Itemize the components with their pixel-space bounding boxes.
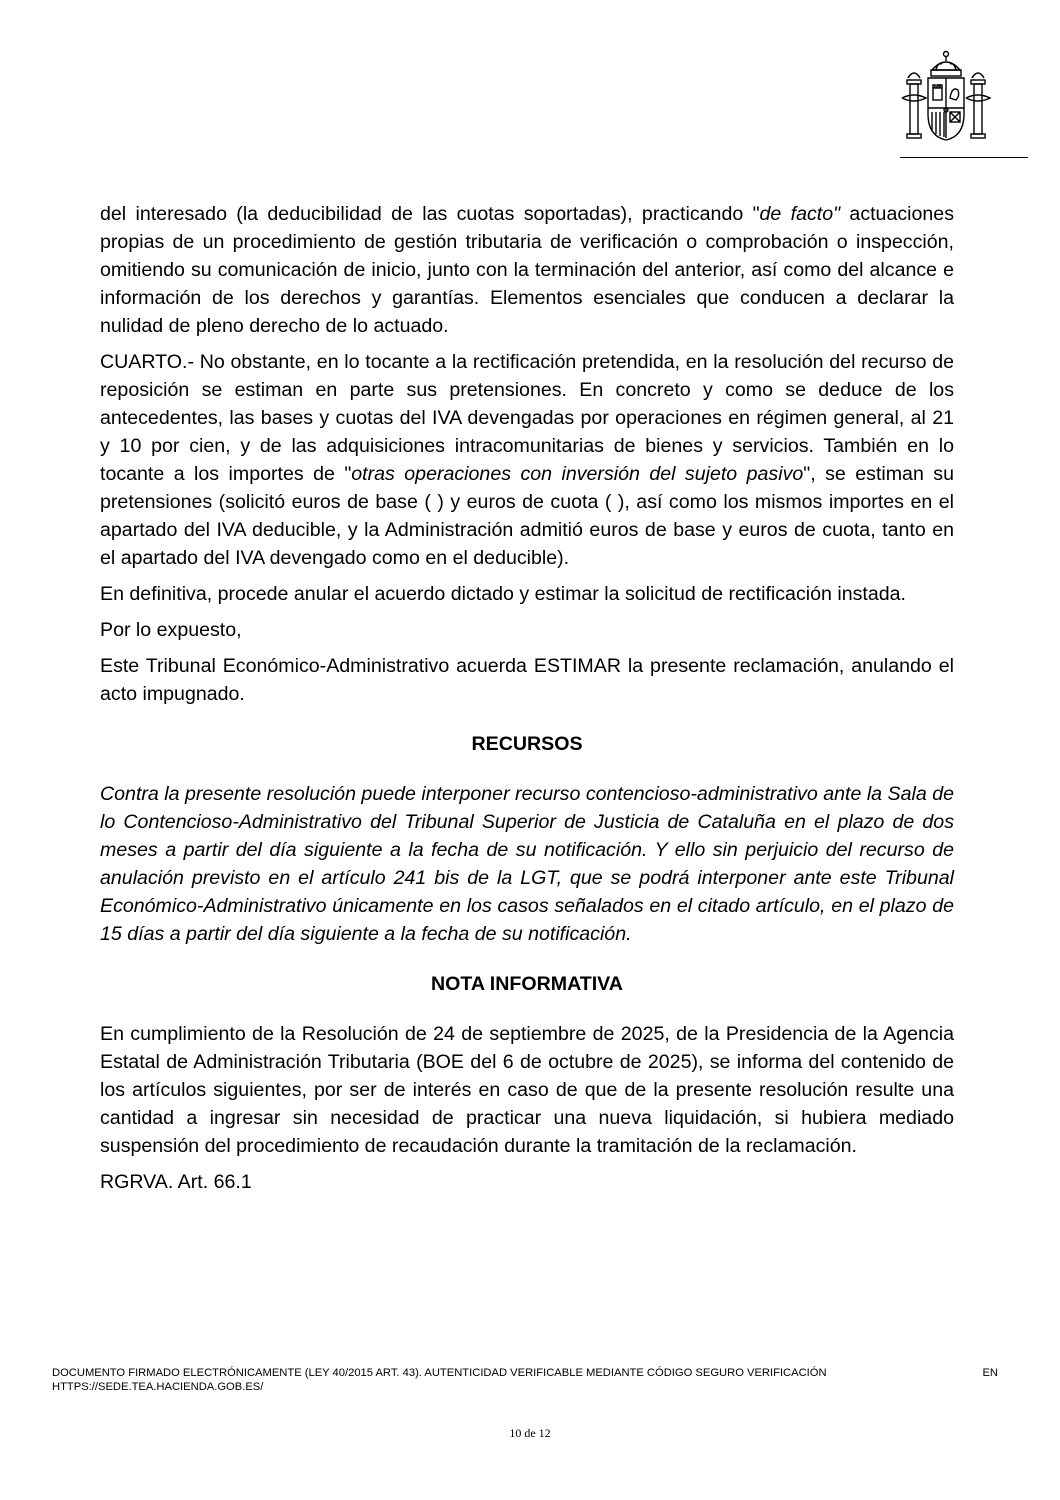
paragraph-article-ref: RGRVA. Art. 66.1	[100, 1171, 252, 1193]
document-body	[100, 200, 954, 1204]
paragraph-nota: En cumplimiento de la Resolución de 24 de septiembre de 2025, de la Presidencia de la Agencia Estatal de Administración Tributaria (BOE del 6 de octubre de 2025), se informa del contenido de los artículos siguientes, por ser de interés en caso de que de la presente resolución resulte una cantidad a ingresar sin necesidad de practicar una nueva liquidación, si hubiera mediado suspensión del procedimiento de recaudación durante la tramitación de la reclamación.	[100, 1023, 954, 1157]
page-number: 10 de 12	[509, 1426, 551, 1440]
footer-lang: EN	[982, 1367, 998, 1379]
coat-of-arms-icon	[898, 48, 994, 148]
header-rule	[900, 157, 1028, 158]
paragraph-cuarto: CUARTO.- No obstante, en lo tocante a la rectificación pretendida, en la resolución del recurso de reposición se estiman en parte sus pretensiones. En concreto y como se deduce de los antecedentes, las bases y cuotas del IVA devengadas por operaciones en régimen general, al 21 y 10 por cien, y de las adquisiciones intracomunitarias de bienes y servicios. También en lo tocante a los importes de "otras operaciones con inversión del sujeto pasivo", se estiman su pretensiones (solicitó euros de base ( ) y euros de cuota ( ), así como los mismos importes en el apartado del IVA deducible, y la Administración admitió euros de base y euros de cuota, tanto en el apartado del IVA devengado como en el deducible).	[100, 351, 954, 569]
footer-url: HTTPS://SEDE.TEA.HACIENDA.GOB.ES/	[52, 1381, 264, 1393]
paragraph-decision: Este Tribunal Económico-Administrativo acuerda ESTIMAR la presente reclamación, anulando el acto impugnado.	[100, 655, 954, 705]
paragraph: En definitiva, procede anular el acuerdo dictado y estimar la solicitud de rectificación instada.	[100, 583, 906, 605]
heading-recursos: RECURSOS	[471, 733, 583, 755]
signature-footer	[52, 1366, 1002, 1394]
paragraph: Por lo expuesto,	[100, 619, 242, 641]
footer-line: DOCUMENTO FIRMADO ELECTRÓNICAMENTE (LEY 40/2015 ART. 43). AUTENTICIDAD VERIFICABLE MEDIANTE CÓDIGO SEGURO VERIFICACIÓN	[52, 1367, 827, 1379]
paragraph: del interesado (la deducibilidad de las cuotas soportadas), practicando "de facto" actuaciones propias de un procedimiento de gestión tributaria de verificación o comprobación o inspección, omitiendo su comunicación de inicio, junto con la terminación del anterior, así como del alcance e información de los derechos y garantías. Elementos esenciales que conducen a declarar la nulidad de pleno derecho de lo actuado.	[100, 203, 954, 337]
paragraph-recursos: Contra la presente resolución puede interponer recurso contencioso-administrativo ante la Sala de lo Contencioso-Administrativo del Tribunal Superior de Justicia de Cataluña en el plazo de dos meses a partir del día siguiente a la fecha de su notificación. Y ello sin perjuicio del recurso de anulación previsto en el artículo 241 bis de la LGT, que se podrá interponer ante este Tribunal Económico-Administrativo únicamente en los casos señalados en el citado artículo, en el plazo de 15 días a partir del día siguiente a la fecha de su notificación.	[100, 783, 954, 945]
heading-nota-informativa: NOTA INFORMATIVA	[431, 973, 623, 995]
